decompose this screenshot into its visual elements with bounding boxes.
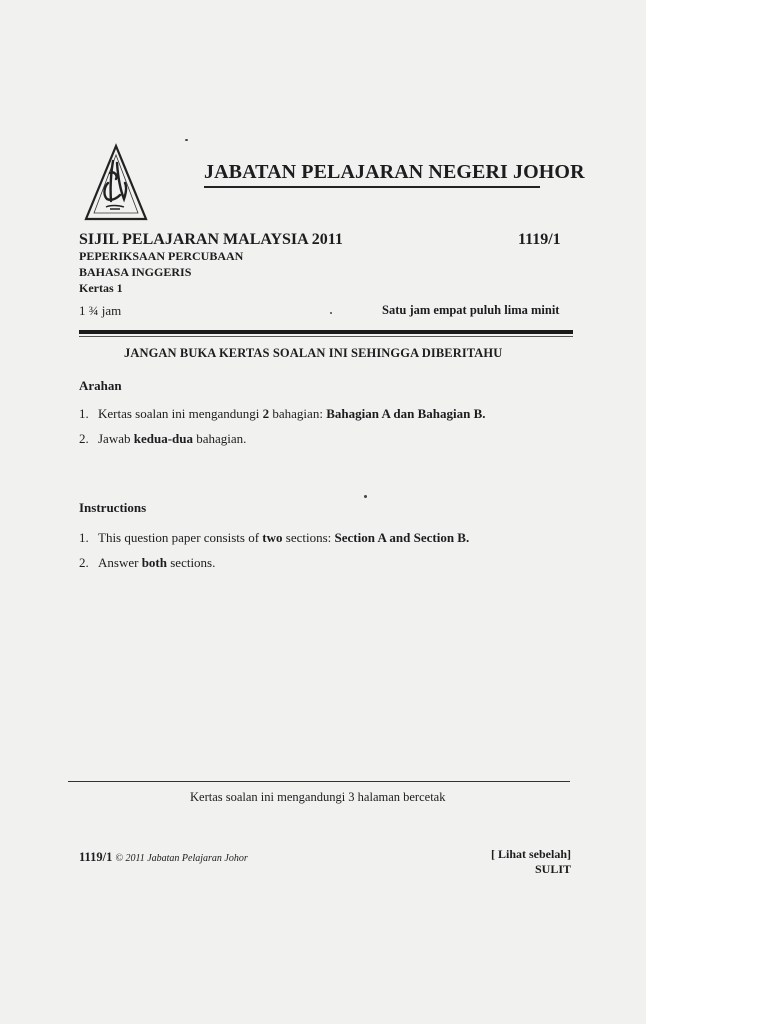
footer-code: 1119/1 © 2011 Jabatan Pelajaran Johor (79, 850, 248, 864)
instructions-item-2: 2. Answer both sections. (79, 555, 216, 570)
duration-short: 1 ¾ jam (79, 303, 122, 318)
scan-margin (646, 0, 768, 1024)
instructions-heading: Instructions (79, 500, 147, 515)
arahan-heading: Arahan (79, 378, 122, 393)
scan-speck (185, 139, 188, 141)
johor-crest-logo-icon (80, 143, 196, 227)
subject-name: BAHASA INGGERIS (79, 265, 192, 279)
copyright-text: © 2011 Jabatan Pelajaran Johor (115, 853, 248, 864)
page-count-note: Kertas soalan ini mengandungi 3 halaman bercetak (190, 790, 446, 804)
exam-title: SIJIL PELAJARAN MALAYSIA 2011 (79, 231, 343, 248)
divider-thin (79, 336, 573, 337)
classification-label: SULIT (535, 862, 572, 876)
scan-speck (364, 495, 367, 498)
arahan-item-2: 2. Jawab kedua-dua bahagian. (79, 431, 247, 446)
do-not-open-warning: JANGAN BUKA KERTAS SOALAN INI SEHINGGA DIBERITAHU (124, 346, 503, 360)
exam-type: PEPERIKSAAN PERCUBAAN (79, 249, 244, 263)
instructions-item-1: 1. This question paper consists of two sections: Section A and Section B. (79, 530, 470, 545)
divider-thick (79, 330, 573, 334)
arahan-item-1: 1. Kertas soalan ini mengandungi 2 bahagian: Bahagian A dan Bahagian B. (79, 406, 486, 421)
turn-over-label: [ Lihat sebelah] (491, 847, 572, 861)
duration-words: Satu jam empat puluh lima minit (382, 303, 560, 317)
department-title: JABATAN PELAJARAN NEGERI JOHOR (204, 161, 585, 183)
footer-rule (68, 781, 570, 782)
header-underline (204, 186, 540, 188)
paper-code: 1119/1 (518, 231, 561, 248)
scan-speck (330, 312, 332, 314)
paper-number: Kertas 1 (79, 281, 123, 295)
